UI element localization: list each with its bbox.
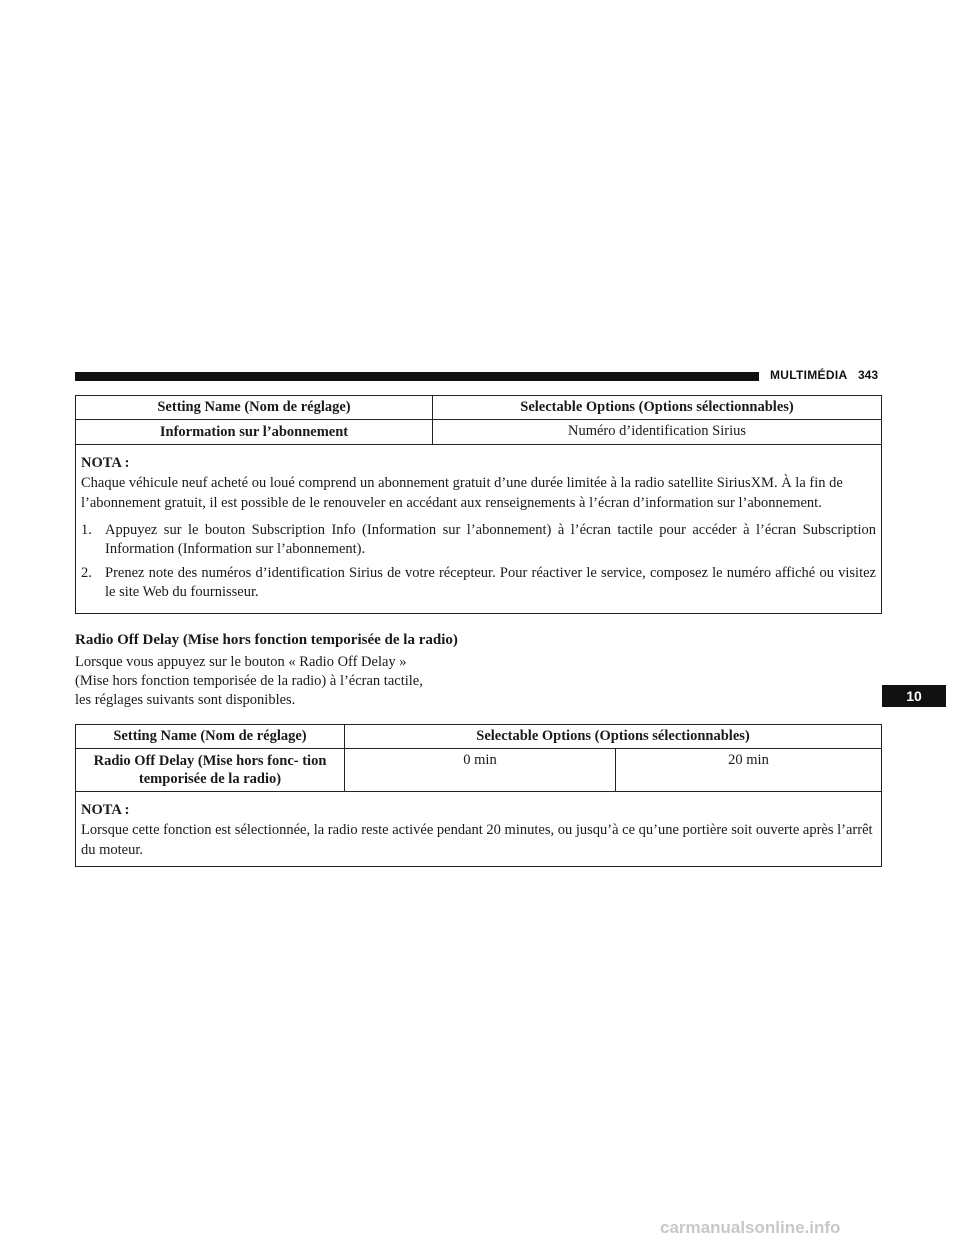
column-header-selectable-options: Selectable Options (Options sélectionnables) [345, 725, 882, 749]
body-line: Lorsque vous appuyez sur le bouton « Radio Off Delay » [75, 654, 407, 670]
page-number: 343 [858, 368, 879, 382]
table-row [76, 420, 882, 445]
note-cell [76, 445, 882, 614]
step-number: 2. [81, 565, 92, 581]
step-text: Appuyez sur le bouton Subscription Info (Information sur l’abonnement) à l’écran tactile pour accéder à l’écran Subscription Information (Information sur l’abonnement). [105, 522, 876, 557]
chapter-tab: 10 [882, 685, 946, 707]
watermark: carmanualsonline.info [660, 1218, 841, 1237]
note-title: NOTA : [81, 455, 130, 471]
body-line: (Mise hors fonction temporisée de la radio) à l’écran tactile, [75, 673, 423, 689]
setting-name-cell: Radio Off Delay (Mise hors fonc- tion temporisée de la radio) [76, 749, 345, 792]
table-header-row [76, 396, 882, 420]
step-text: Prenez note des numéros d’identification Sirius de votre récepteur. Pour réactiver le service, composez le numéro affiché ou visitez le site Web du fournisseur. [105, 565, 876, 600]
steps-list [81, 521, 876, 602]
setting-option-cell: Numéro d’identification Sirius [433, 420, 882, 445]
setting-name-cell: Information sur l’abonnement [76, 420, 433, 445]
body-line: les réglages suivants sont disponibles. [75, 692, 296, 708]
list-item [81, 564, 876, 602]
option-cell-0-min: 0 min [345, 749, 616, 792]
header-rule [75, 372, 759, 381]
note-row [76, 792, 882, 867]
step-number: 1. [81, 522, 92, 538]
section-body [75, 653, 495, 710]
table-header-row [76, 725, 882, 749]
option-cell-20-min: 20 min [616, 749, 882, 792]
note-title: NOTA : [81, 802, 130, 818]
subscription-settings-table [75, 395, 882, 614]
column-header-setting-name: Setting Name (Nom de réglage) [76, 725, 345, 749]
table-row [76, 749, 882, 792]
note-cell [76, 792, 882, 867]
section-heading: Radio Off Delay (Mise hors fonction temporisée de la radio) [75, 632, 458, 648]
note-row [76, 445, 882, 614]
column-header-setting-name: Setting Name (Nom de réglage) [76, 396, 433, 420]
header-section-title: MULTIMÉDIA [770, 368, 848, 382]
list-item [81, 521, 876, 559]
note-text: Lorsque cette fonction est sélectionnée, la radio reste activée pendant 20 minutes, ou jusqu’à ce qu’une portière soit ouverte après l’arrêt du moteur. [81, 822, 873, 858]
note-text: Chaque véhicule neuf acheté ou loué comprend un abonnement gratuit d’une durée limitée à la radio satellite SiriusXM. À la fin de l’abonnement gratuit, il est possible de le renouveler en accédant aux renseignements à l’écran d’information sur l’abonnement. [81, 475, 843, 511]
column-header-selectable-options: Selectable Options (Options sélectionnables) [433, 396, 882, 420]
radio-off-delay-table [75, 724, 882, 867]
